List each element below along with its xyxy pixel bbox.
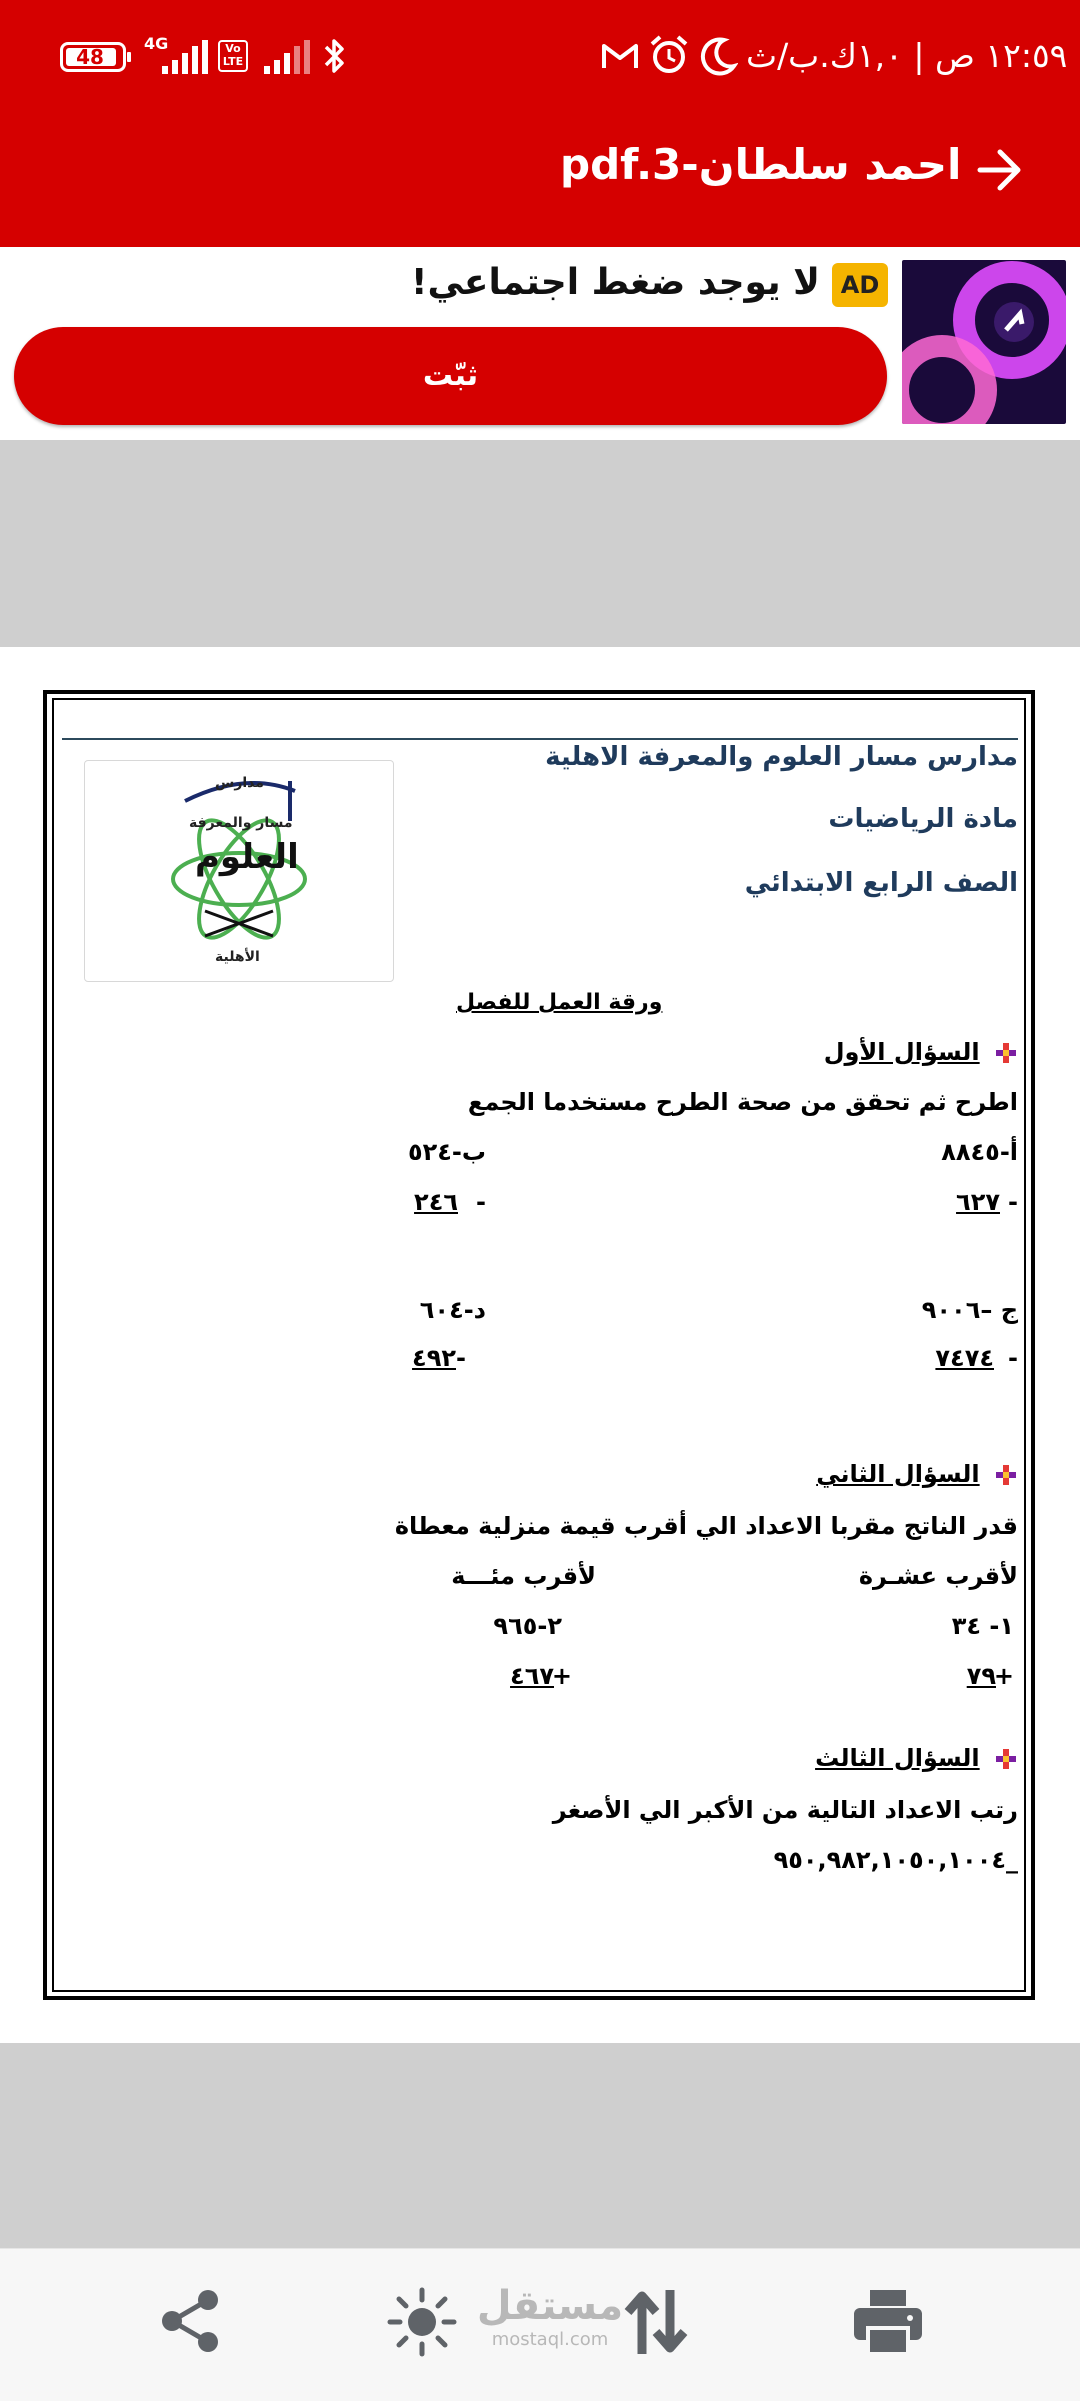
gmail-icon: [600, 40, 640, 72]
back-arrow-icon[interactable]: [970, 140, 1030, 200]
ad-thumbnail-art: [902, 260, 1066, 424]
q2-heading: السؤال الثاني: [816, 1460, 980, 1488]
grade-label: الصف الرابع الابتدائي: [744, 868, 1018, 898]
logo-text-bottom: الأهلية: [215, 949, 260, 965]
moon-icon: [700, 36, 738, 76]
q1-b-top: ب-٥٢٤: [407, 1138, 486, 1166]
q1-heading-row: [824, 1038, 1018, 1066]
scroll-direction-icon[interactable]: [618, 2284, 694, 2360]
q2-col-right: لأقرب عشـرة: [858, 1562, 1018, 1590]
signal-icon: [160, 40, 210, 74]
watermark-arabic: مستقل: [476, 2283, 624, 2329]
brightness-icon[interactable]: [386, 2286, 458, 2358]
alarm-icon: [648, 34, 690, 76]
q1-a-top: أ-٨٨٤٥: [941, 1138, 1018, 1166]
q1-c-sign: -: [1008, 1344, 1018, 1372]
q2-left-1: ٢-٩٦٥: [493, 1612, 562, 1640]
q1-d-top: د-٦٠٤: [419, 1296, 486, 1324]
network-type-label: 4G: [144, 34, 169, 53]
viewer-gap-top: [0, 440, 1080, 647]
watermark: [470, 2282, 630, 2362]
bluetooth-icon: [322, 36, 348, 76]
q3-heading: السؤال الثالث: [815, 1744, 980, 1772]
status-bar: [0, 0, 1080, 110]
worksheet-title: ورقة العمل للفصل: [456, 990, 663, 1015]
signal-icon-2: [262, 40, 312, 74]
q1-b-bottom: ٢٤٦: [414, 1188, 458, 1216]
battery-icon: [60, 42, 126, 72]
q2-heading-row: [816, 1460, 1018, 1488]
logo-text-main: العلوم: [195, 837, 299, 877]
q1-heading: السؤال الأول: [823, 1038, 980, 1066]
status-time: ١٢:٥٩ ص | ١,٠ك.ب/ث: [746, 36, 1068, 75]
q2-right-2: ٧٩: [966, 1662, 996, 1690]
q1-a-sign: -: [1008, 1188, 1018, 1216]
q2-right-1: ١- ٣٤: [951, 1612, 1014, 1640]
q1-d-sign: -: [456, 1344, 466, 1372]
ad-title[interactable]: لا يوجد ضغط اجتماعي!: [411, 262, 820, 303]
q2-left-sign: +: [551, 1662, 572, 1690]
q1-c-top: ج –٩٠٠٦: [921, 1296, 1018, 1324]
viewer-gap-bottom: [0, 2043, 1080, 2248]
school-name: مدارس مسار العلوم والمعرفة الاهلية: [545, 742, 1018, 772]
q2-col-left: لأقرب مئـــة: [451, 1562, 596, 1590]
print-icon[interactable]: [852, 2288, 924, 2356]
q2-right-sign: +: [993, 1662, 1014, 1690]
q1-b-sign: -: [476, 1188, 486, 1216]
q3-numbers: ٩٥٠,٩٨٢,١٠٥٠,١٠٠٤_: [773, 1846, 1018, 1874]
q2-left-2: ٤٦٧: [510, 1662, 554, 1690]
battery-level: 48: [76, 45, 104, 69]
question-marker-icon: [994, 1463, 1018, 1487]
ad-thumbnail[interactable]: [902, 260, 1066, 424]
logo-text-top: مدارس: [215, 775, 264, 791]
share-icon[interactable]: [156, 2286, 226, 2356]
ad-badge: AD: [832, 263, 888, 307]
volte-icon: [218, 40, 248, 72]
watermark-latin: mostaql.com: [491, 2329, 609, 2350]
question-marker-icon: [994, 1747, 1018, 1771]
q3-heading-row: [815, 1744, 1018, 1772]
q1-a-bottom: ٦٢٧: [956, 1188, 1000, 1216]
q2-instruction: قدر الناتج مقربا الاعداد الي أقرب قيمة منزلية معطاة: [394, 1512, 1018, 1540]
q3-instruction: رتب الاعداد التالية من الأكبر الي الأصغر: [552, 1796, 1018, 1824]
logo-text-middle: مسار والمعرفة: [189, 815, 293, 831]
question-marker-icon: [994, 1041, 1018, 1065]
document-title: احمد سلطان-pdf.3: [560, 140, 962, 189]
header-rule: [62, 738, 1018, 740]
ad-install-button[interactable]: ثبّت: [14, 327, 887, 425]
q1-d-bottom: ٤٩٢: [412, 1344, 456, 1372]
subject-label: مادة الرياضيات: [828, 804, 1018, 834]
volte-label: Vo LTE: [222, 42, 244, 68]
q1-instruction: اطرح ثم تحقق من صحة الطرح مستخدما الجمع: [467, 1088, 1018, 1116]
school-logo: [84, 760, 394, 982]
q1-c-bottom: ٧٤٧٤: [935, 1344, 994, 1372]
